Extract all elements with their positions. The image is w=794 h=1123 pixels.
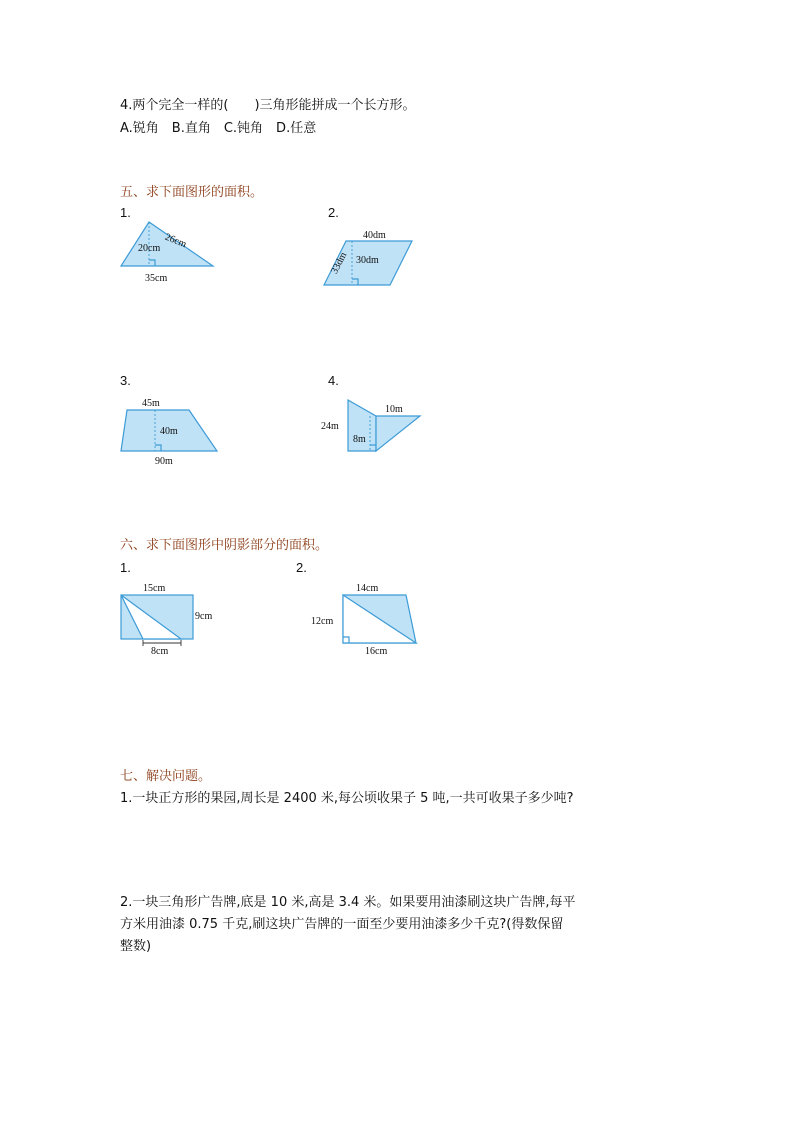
s6-trapezoid-figure (310, 580, 425, 660)
top-label: 15cm (143, 583, 166, 594)
top-label: 14cm (356, 583, 379, 594)
top-label: 45m (142, 398, 160, 409)
section-7-title: 七、解决问题。 (120, 769, 212, 784)
s6-fig1-label: 1. (120, 560, 131, 575)
right-label: 9cm (195, 611, 213, 622)
s5-triangle-figure (115, 218, 225, 288)
s5-trapezoid-figure (115, 394, 225, 469)
height-label: 40m (160, 426, 178, 437)
base-label: 35cm (145, 273, 168, 284)
right-triangle-shape (376, 416, 420, 451)
problem-2-line-1: 2.一块三角形广告牌,底是 10 米,高是 3.4 米。如果要用油漆刷这块广告牌,每平 (120, 895, 576, 910)
problem-2-line-2: 方米用油漆 0.75 千克,刷这块广告牌的一面至少要用油漆多少千克?(得数保留 (120, 917, 564, 932)
bottom-label: 8cm (151, 646, 169, 657)
height-label: 8m (353, 434, 366, 445)
slant-label: 26cm (163, 231, 188, 251)
height-label: 20cm (138, 243, 161, 254)
problem-2-line-3: 整数) (120, 939, 152, 954)
question-4: 4.两个完全一样的( )三角形能拼成一个长方形。 (120, 98, 416, 113)
section-5-title: 五、求下面图形的面积。 (120, 185, 264, 200)
s5-fig1-label: 1. (120, 205, 131, 220)
triangle-shape (121, 222, 213, 266)
s5-fig3-label: 3. (120, 373, 131, 388)
top-label: 40dm (363, 230, 386, 241)
side-label: 33dm (329, 250, 350, 276)
s5-parallelogram-figure (315, 225, 425, 295)
s5-composite-figure (318, 394, 428, 459)
s5-fig2-label: 2. (328, 205, 339, 220)
height-label: 30dm (356, 255, 379, 266)
right-label: 10m (385, 404, 403, 415)
left-label: 12cm (311, 616, 334, 627)
s6-fig2-label: 2. (296, 560, 307, 575)
question-4-options: A.锐角 B.直角 C.钝角 D.任意 (120, 121, 317, 136)
bottom-label: 90m (155, 456, 173, 467)
s6-rectangle-figure (115, 580, 225, 660)
bottom-label: 16cm (365, 646, 388, 657)
section-6-title: 六、求下面图形中阴影部分的面积。 (120, 538, 329, 553)
left-label: 24m (321, 421, 339, 432)
s5-fig4-label: 4. (328, 373, 339, 388)
problem-1: 1.一块正方形的果园,周长是 2400 米,每公顷收果子 5 吨,一共可收果子多少吨? (120, 791, 574, 806)
